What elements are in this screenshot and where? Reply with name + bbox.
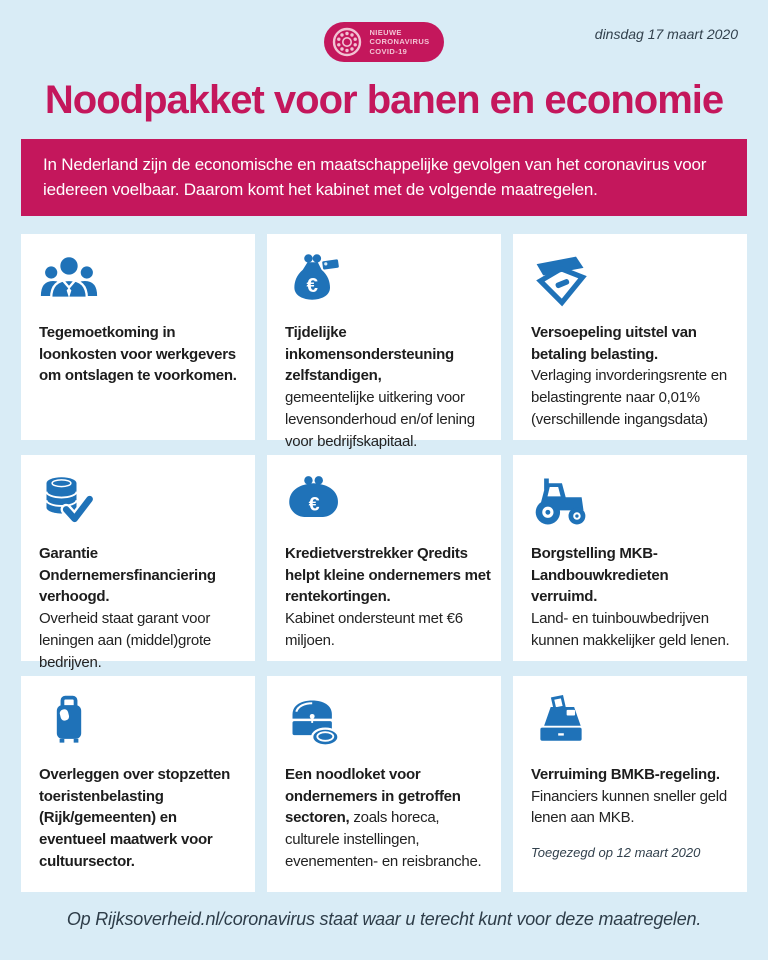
card-bold-text: Versoepeling uitstel van betaling belasting. xyxy=(531,323,697,363)
badge-text xyxy=(369,28,429,56)
card-bold-text: Garantie Ondernemersfinanciering verhoogd. xyxy=(39,544,216,606)
card-text xyxy=(285,322,491,453)
tractor-icon xyxy=(531,471,737,533)
card-bmkb xyxy=(513,676,747,892)
money-bag-icon xyxy=(285,250,491,312)
card-regular-text: gemeentelijke uitkering voor levensonderhoud en/of lening voor bedrijfskapitaal. xyxy=(285,389,475,450)
cash-register-icon xyxy=(531,692,737,754)
card-regular-text: Kabinet ondersteunt met €6 miljoen. xyxy=(285,610,463,649)
card-bold-text: Borgstelling MKB-Landbouwkredieten verruimd. xyxy=(531,544,669,606)
purse-icon xyxy=(285,471,491,533)
card-loonkosten xyxy=(21,234,255,440)
card-landbouwkredieten xyxy=(513,455,747,661)
coins-check-icon xyxy=(39,471,245,533)
measures-grid xyxy=(21,234,747,892)
coronavirus-icon xyxy=(331,26,363,58)
card-regular-text: zoals horeca, culturele instellingen, evenementen- en reisbranche. xyxy=(285,809,482,870)
card-text xyxy=(285,543,491,652)
badge-line-3: COVID-19 xyxy=(369,46,408,56)
card-bold-text: Verruiming BMKB-regeling. xyxy=(531,765,720,783)
card-bold-text: Overleggen over stopzetten toeristenbelasting (Rijk/gemeenten) en eventueel maatwerk voor cultuursector. xyxy=(39,765,231,870)
card-bold-text: Kredietverstrekker Qredits helpt kleine ondernemers met rentekortingen. xyxy=(285,544,491,606)
card-bold-text: Een noodloket voor ondernemers in getroffen sectoren, xyxy=(285,765,461,827)
badge-line-2: CORONAVIRUS xyxy=(369,37,430,47)
card-inkomensondersteuning xyxy=(267,234,501,450)
card-text xyxy=(531,543,737,652)
svg-text:€: € xyxy=(308,493,320,516)
envelope-check-icon xyxy=(531,250,737,312)
card-note: Toegezegd op 12 maart 2020 xyxy=(531,845,701,861)
card-qredits xyxy=(267,455,501,661)
card-text xyxy=(531,764,737,829)
card-regular-text: Financiers kunnen sneller geld lenen aan MKB. xyxy=(531,787,727,827)
page-title: Noodpakket voor banen en economie xyxy=(44,78,724,122)
coronavirus-badge xyxy=(324,22,443,62)
card-text xyxy=(39,543,245,674)
card-regular-text: Verlaging invorderingsrente en belastingrente naar 0,01% (verschillende ingangsdata) xyxy=(531,367,727,428)
card-regular-text: Land- en tuinbouwbedrijven kunnen makkelijker geld lenen. xyxy=(531,610,730,649)
card-text xyxy=(531,322,737,431)
footer-text: Op Rijksoverheid.nl/coronavirus staat waar u terecht kunt voor deze maatregelen. xyxy=(66,908,702,929)
card-uitstel-belasting xyxy=(513,234,747,440)
card-toeristenbelasting xyxy=(21,676,255,892)
card-bold-text: Tegemoetkoming in loonkosten voor werkgevers om ontslagen te voorkomen. xyxy=(39,323,237,385)
suitcase-icon xyxy=(39,692,245,754)
card-text xyxy=(285,764,491,873)
intro-banner: In Nederland zijn de economische en maatschappelijke gevolgen van het coronavirus voor iedereen voelbaar. Daarom komt het kabinet met de volgende maatregelen. xyxy=(21,139,747,216)
date-label: dinsdag 17 maart 2020 xyxy=(594,26,738,42)
badge-line-1: NIEUWE xyxy=(369,27,402,37)
card-noodloket xyxy=(267,676,501,892)
card-regular-text: Overheid staat garant voor leningen aan (middel)grote bedrijven. xyxy=(39,610,211,671)
card-text xyxy=(39,764,245,873)
people-group-icon xyxy=(39,250,245,312)
svg-text:€: € xyxy=(306,273,318,297)
treasure-chest-icon xyxy=(285,692,491,754)
card-bold-text: Tijdelijke inkomensondersteuning zelfstandigen, xyxy=(285,323,454,385)
card-garantie-financiering xyxy=(21,455,255,671)
card-text xyxy=(39,322,245,387)
